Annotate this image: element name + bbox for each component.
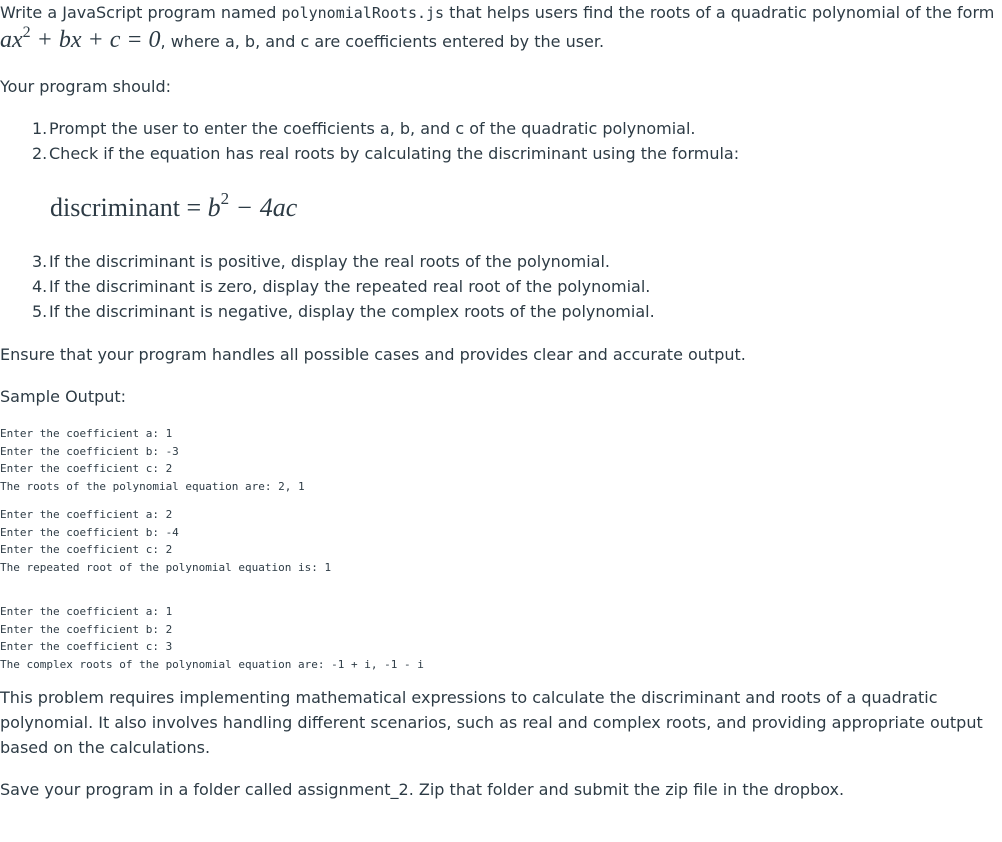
summary-paragraph: This problem requires implementing mathematical expressions to calculate the discriminant and roots of a quadratic polynomial. It also involves handling different scenarios, such as real and complex roots, and providing appropriate output based on the calculations. (0, 688, 983, 757)
list-item-number: 2. (32, 144, 48, 163)
intro-text-before: Write a JavaScript program named (0, 3, 282, 22)
list-item-text: If the discriminant is positive, display the real roots of the polynomial. (49, 252, 610, 271)
sample-output-block (0, 603, 424, 673)
intro-line-2 (0, 24, 605, 54)
formula-equals: = (179, 193, 208, 222)
formula-rest: − 4ac (229, 193, 298, 222)
intro-filename: polynomialRoots.js (281, 4, 445, 22)
sample-output-line: Enter the coefficient b: -4 (0, 525, 179, 539)
equation-rest: + bx + c = 0 (30, 27, 161, 53)
list-item-number: 5. (32, 302, 48, 321)
sample-output-line: The roots of the polynomial equation are: 2, 1 (0, 479, 305, 493)
intro-line-1 (0, 0, 994, 26)
list-item-text: If the discriminant is zero, display the repeated real root of the polynomial. (49, 277, 651, 296)
list-item-number: 4. (32, 277, 48, 296)
sample-output-line: Enter the coefficient c: 2 (0, 462, 173, 475)
formula-lhs: discriminant (50, 193, 180, 222)
sample-output-line: Enter the coefficient a: 2 (0, 508, 173, 521)
list-item-text: Check if the equation has real roots by calculating the discriminant using the formula: (49, 144, 740, 163)
quadratic-equation (0, 24, 161, 53)
formula-exponent: 2 (220, 189, 230, 208)
equation-exponent: 2 (22, 24, 31, 41)
list-item-text: If the discriminant is negative, display the complex roots of the polynomial. (49, 302, 655, 321)
sample-output-line: The repeated root of the polynomial equation is: 1 (0, 560, 332, 574)
sample-output-line: Enter the coefficient a: 1 (0, 605, 173, 618)
intro-line-2-text: , where a, b, and c are coefficients entered by the user. (160, 32, 605, 51)
list-item-number: 1. (32, 119, 48, 138)
equation-ax: ax (0, 27, 23, 53)
intro-text-after: that helps users find the roots of a quadratic polynomial of the form (444, 3, 995, 22)
ensure-paragraph: Ensure that your program handles all possible cases and provides clear and accurate output. (0, 345, 746, 364)
list-item-number: 3. (32, 252, 48, 271)
discriminant-formula (50, 189, 298, 224)
sample-output-heading: Sample Output: (0, 387, 127, 406)
sample-output-line: The complex roots of the polynomial equation are: -1 + i, -1 - i (0, 657, 424, 671)
formula-b: b (207, 193, 221, 222)
sample-output-line: Enter the coefficient b: -3 (0, 444, 179, 458)
sample-output-line: Enter the coefficient b: 2 (0, 622, 173, 636)
sample-output-line: Enter the coefficient a: 1 (0, 427, 173, 440)
sample-output-line: Enter the coefficient c: 3 (0, 640, 173, 653)
sample-output-line: Enter the coefficient c: 2 (0, 543, 173, 556)
save-instructions: Save your program in a folder called assignment_2. Zip that folder and submit the zip file in the dropbox. (0, 780, 845, 799)
sample-output-block (0, 425, 305, 495)
list-item-text: Prompt the user to enter the coefficients a, b, and c of the quadratic polynomial. (49, 119, 696, 138)
your-program-heading: Your program should: (0, 77, 172, 96)
sample-output-block (0, 506, 331, 576)
